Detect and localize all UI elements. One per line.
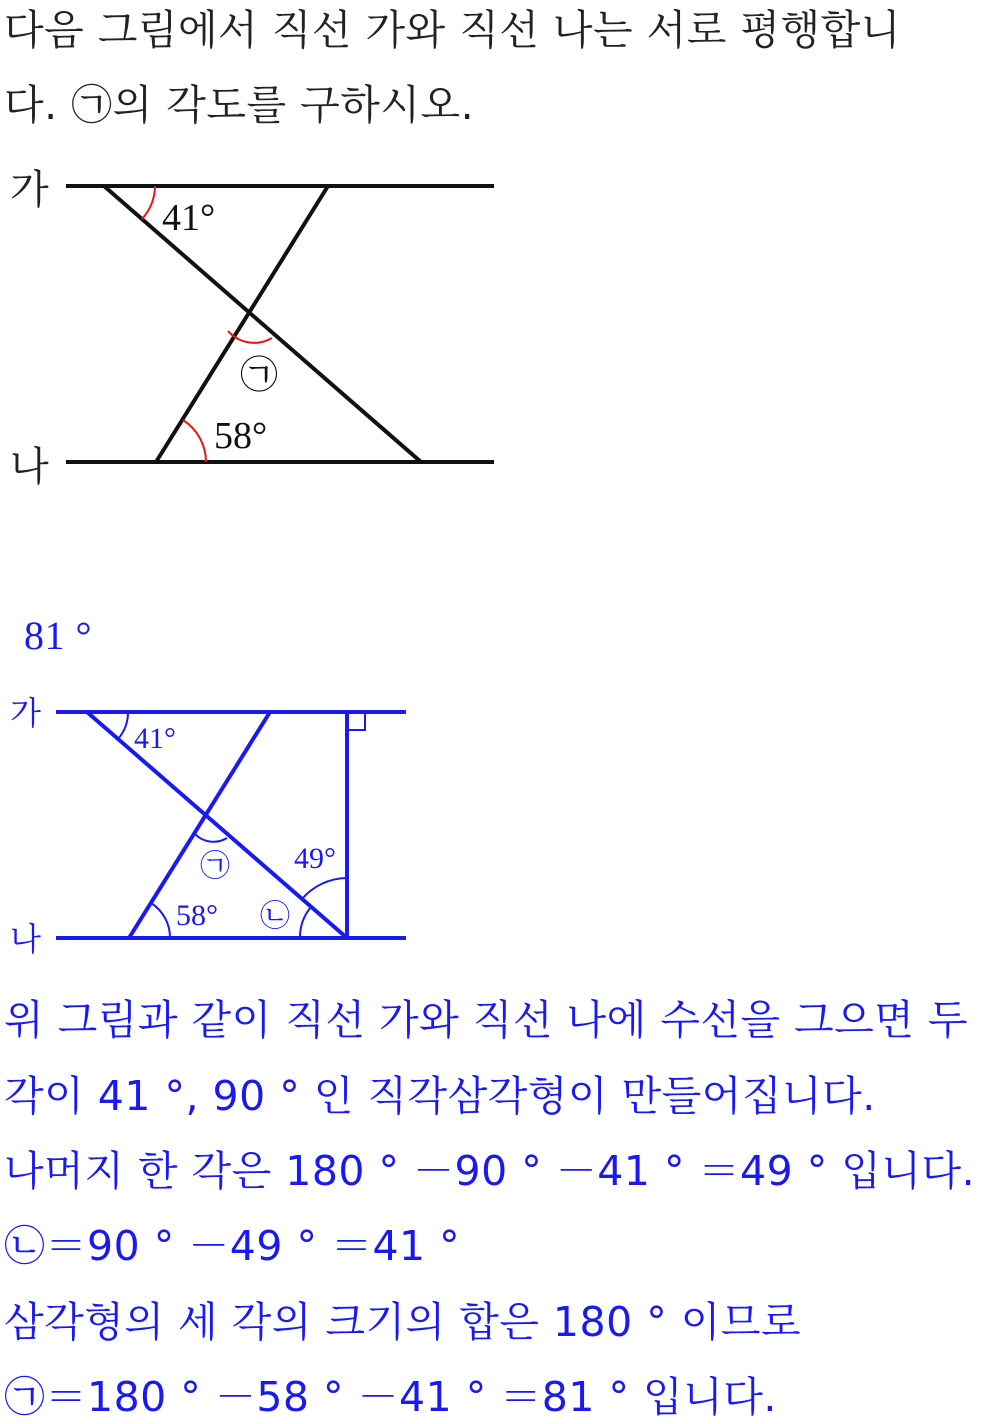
explanation-line-6: ㉠＝180 ° －58 ° －41 ° ＝81 ° 입니다. bbox=[4, 1373, 777, 1421]
right-angle-mark bbox=[347, 712, 365, 730]
sol-label-ga: 가 bbox=[10, 694, 41, 732]
label-ga: 가 bbox=[10, 167, 49, 213]
sol-angle-49: 49° bbox=[294, 842, 336, 875]
sol-angle-58: 58° bbox=[176, 899, 218, 932]
question-line-2: 다. ㉠의 각도를 구하시오. bbox=[4, 81, 475, 129]
sol-arc-41 bbox=[118, 712, 128, 739]
explanation-line-1: 위 그림과 같이 직선 가와 직선 나에 수선을 그으면 두 bbox=[4, 996, 969, 1044]
sol-arc-vertex bbox=[194, 833, 227, 842]
solution-figure bbox=[0, 690, 993, 990]
explanation-line-2: 각이 41 °, 90 ° 인 직각삼각형이 만들어집니다. bbox=[4, 1072, 876, 1120]
sol-unknown-b: ㉡ bbox=[260, 899, 290, 934]
explanation-line-5: 삼각형의 세 각의 크기의 합은 180 ° 이므로 bbox=[4, 1298, 802, 1346]
arc-58 bbox=[183, 420, 206, 462]
sol-arc-58 bbox=[151, 903, 170, 938]
label-na: 나 bbox=[10, 444, 49, 490]
sol-unknown-a: ㉠ bbox=[200, 849, 230, 884]
question-line-1: 다음 그림에서 직선 가와 직선 나는 서로 평행합니 bbox=[4, 6, 901, 54]
angle-label-58: 58° bbox=[214, 415, 268, 457]
sol-arc-b bbox=[300, 907, 311, 938]
angle-label-unknown: ㉠ bbox=[240, 353, 279, 397]
explanation-line-4: ㉡＝90 ° －49 ° ＝41 ° bbox=[4, 1222, 461, 1270]
angle-label-41: 41° bbox=[162, 197, 216, 239]
explanation-line-3: 나머지 한 각은 180 ° －90 ° －41 ° ＝49 ° 입니다. bbox=[4, 1147, 976, 1195]
sol-label-na: 나 bbox=[10, 920, 41, 958]
sol-angle-41: 41° bbox=[134, 722, 176, 755]
sol-arc-49 bbox=[302, 878, 347, 899]
answer-value: 81 ° bbox=[24, 613, 92, 658]
question-figure bbox=[0, 0, 993, 520]
arc-41 bbox=[142, 186, 155, 219]
